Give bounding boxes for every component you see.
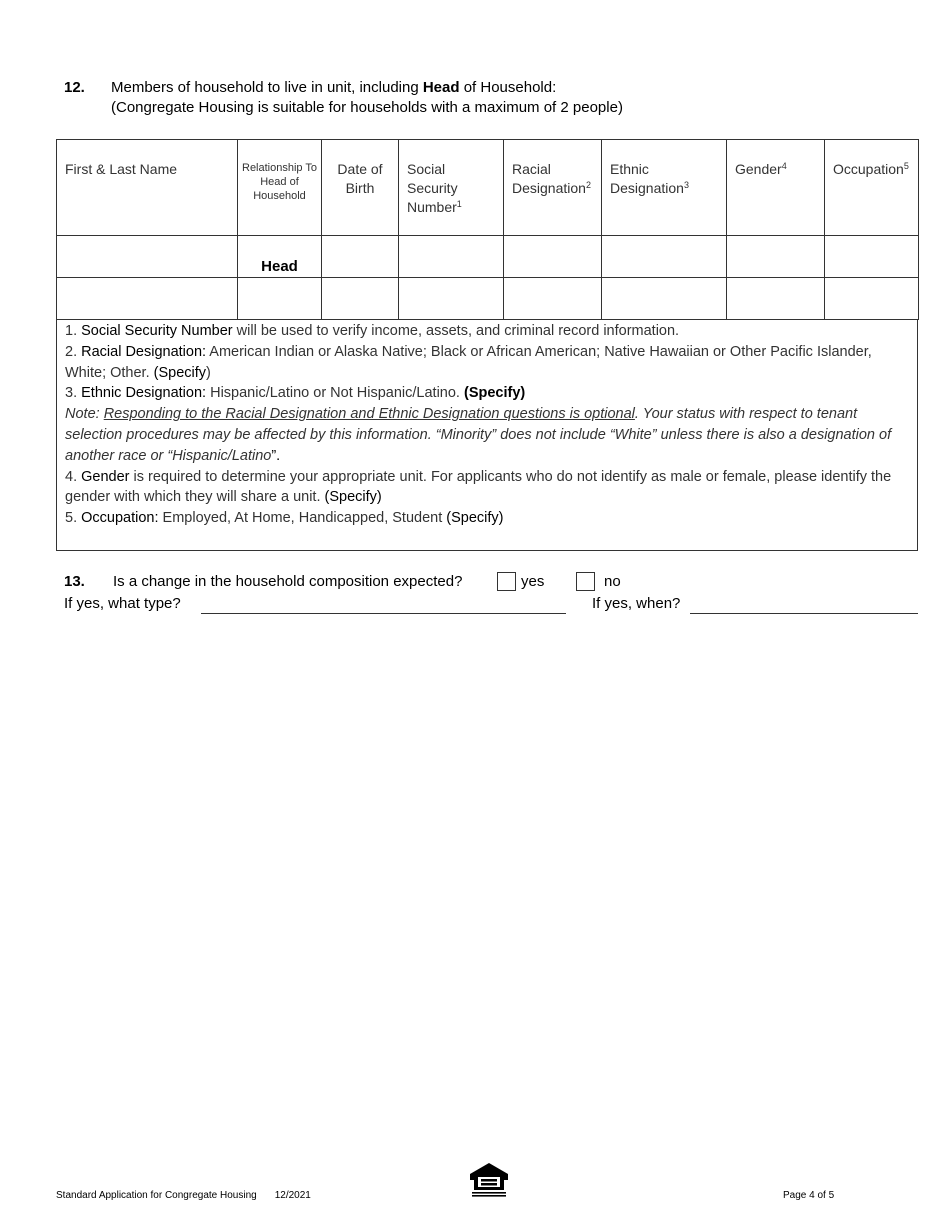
header-name: First & Last Name (57, 140, 238, 236)
cell-relationship-input[interactable] (238, 278, 322, 320)
header-ssn (399, 140, 504, 236)
header-occupation (825, 140, 919, 236)
cell-name-input[interactable] (57, 236, 238, 278)
question-text-part: of Household: (459, 79, 557, 96)
yes-label: yes (521, 573, 545, 590)
footnotes-box (56, 319, 918, 551)
cell-ethnic-input[interactable] (602, 236, 727, 278)
yes-checkbox[interactable] (497, 572, 516, 591)
footnote-term: Gender (81, 468, 130, 485)
footnote-3 (65, 383, 909, 404)
footnote-term: Ethnic Designation: (81, 385, 207, 402)
question-text-part: Members of household to live in unit, including (111, 79, 423, 96)
footnote-ref: 3 (683, 180, 689, 190)
change-type-field[interactable] (201, 613, 566, 614)
cell-ssn-input[interactable] (399, 236, 504, 278)
footnote-5 (65, 508, 909, 529)
footnote-term: Racial Designation: (81, 343, 207, 360)
optional-note (65, 404, 909, 466)
note-underlined-text: Responding to the Racial Designation and Ethnic Designation questions is optional (103, 406, 635, 423)
cell-dob-input[interactable] (322, 278, 399, 320)
header-racial-label: Racial Designation (512, 161, 586, 196)
footnote-text: will be used to verify income, assets, and criminal record information. (232, 323, 680, 339)
note-end: ”. (271, 447, 281, 464)
footer-title (56, 1190, 311, 1201)
question-text (111, 78, 556, 98)
cell-gender-input[interactable] (727, 278, 825, 320)
question-number: 12. (64, 79, 85, 96)
cell-occupation-input[interactable] (825, 236, 919, 278)
footnote-4 (65, 467, 909, 509)
footnote-term: Social Security Number (81, 323, 233, 339)
header-dob: Date of Birth (322, 140, 399, 236)
note-label: Note: (65, 406, 104, 423)
footnote-text: Employed, At Home, Handicapped, Student (158, 510, 447, 527)
question-text: Is a change in the household composition expected? (113, 573, 463, 590)
head-emphasis: Head (422, 79, 460, 96)
footnote-number: 2. (65, 343, 82, 360)
footnote-number: 3. (65, 385, 82, 402)
footnote-ref: 2 (585, 180, 591, 190)
cell-dob-input[interactable] (322, 236, 399, 278)
header-ssn-label: Social Security Number (407, 161, 458, 215)
footer-title-text: Standard Application for Congregate Housing (56, 1190, 257, 1201)
table-header-row (57, 140, 919, 236)
question-number: 13. (64, 573, 85, 590)
no-checkbox[interactable] (576, 572, 595, 591)
cell-racial-input[interactable] (504, 278, 602, 320)
note-text: . Your status with respect to tenant selection procedures may be affected by this information. “Minority” does not include “White” unless there is also a designation of another race or “Hispanic/Latino (65, 406, 892, 464)
change-when-label: If yes, when? (592, 595, 681, 612)
specify-label: (Specify) (324, 489, 382, 506)
cell-name-input[interactable] (57, 278, 238, 320)
cell-occupation-input[interactable] (825, 278, 919, 320)
footnote-ref: 5 (903, 161, 909, 171)
specify-label: (Specify) (463, 385, 526, 402)
header-relationship: Relationship To Head of Household (238, 140, 322, 236)
footnote-ref: 4 (781, 161, 787, 171)
specify-label: (Specify) (446, 510, 504, 527)
footnote-text: ) (206, 364, 211, 381)
footer-date: 12/2021 (274, 1190, 311, 1201)
specify-label: (Specify (153, 364, 207, 381)
footnote-number: 4. (65, 468, 82, 485)
footnote-text: Hispanic/Latino or Not Hispanic/Latino. (206, 385, 464, 402)
equal-housing-opportunity-logo-icon (468, 1162, 510, 1200)
header-ethnic-label: Ethnic Designation (610, 161, 684, 196)
page-number: Page 4 of 5 (783, 1190, 835, 1201)
header-gender (727, 140, 825, 236)
no-label: no (604, 573, 621, 590)
footnote-text: is required to determine your appropriate unit. For applicants who do not identify as male or female, please identify the gender with which they will share a unit. (65, 468, 892, 506)
cell-ssn-input[interactable] (399, 278, 504, 320)
household-members-table (56, 139, 919, 320)
footnote-number: 5. (65, 510, 82, 527)
table-row (57, 236, 919, 278)
change-type-label: If yes, what type? (64, 595, 181, 612)
change-when-field[interactable] (690, 613, 918, 614)
table-row (57, 278, 919, 320)
header-ethnic (602, 140, 727, 236)
cell-relationship-head: Head (238, 236, 322, 278)
cell-ethnic-input[interactable] (602, 278, 727, 320)
footnote-1 (65, 321, 909, 342)
footnote-number: 1. (65, 323, 82, 339)
header-occupation-label: Occupation (833, 161, 904, 177)
cell-gender-input[interactable] (727, 236, 825, 278)
footnote-term: Occupation: (81, 510, 159, 527)
footnote-text: American Indian or Alaska Native; Black or African American; Native Hawaiian or Other Pacific Islander, White; Other. (65, 343, 872, 381)
footnote-ref: 1 (456, 199, 462, 209)
header-racial (504, 140, 602, 236)
question-subtext: (Congregate Housing is suitable for households with a maximum of 2 people) (111, 99, 623, 116)
cell-racial-input[interactable] (504, 236, 602, 278)
header-gender-label: Gender (735, 161, 782, 177)
footnote-2 (65, 342, 909, 384)
